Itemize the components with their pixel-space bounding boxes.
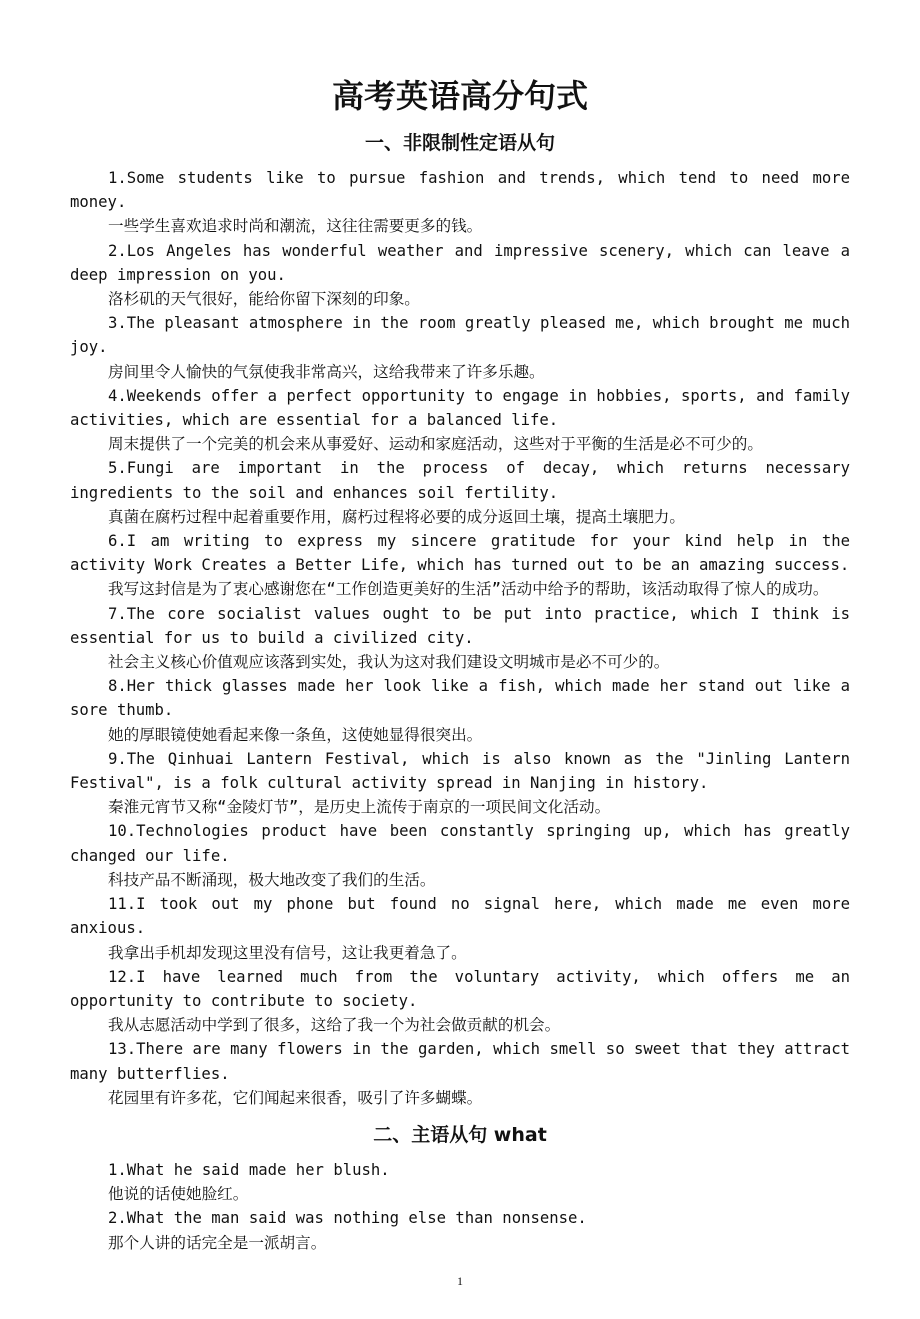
- english-sentence: 2.Los Angeles has wonderful weather and impressive scenery, which can leave a deep impression on you.: [70, 241, 850, 284]
- english-sentence: 11.I took out my phone but found no signal here, which made me even more anxious.: [70, 895, 850, 938]
- english-sentence: 9.The Qinhuai Lantern Festival, which is also known as the "Jinling Lantern Festival", is a folk cultural activity spread in Nanjing in history.: [70, 749, 850, 793]
- english-sentence: 4.Weekends offer a perfect opportunity to engage in hobbies, sports, and family activities, which are essential for a balanced life.: [70, 386, 850, 430]
- chinese-translation: 我写这封信是为了衷心感谢您在“工作创造更美好的生活”活动中给予的帮助，该活动取得了惊人的成功。: [108, 580, 829, 599]
- chinese-translation: 周末提供了一个完美的机会来从事爱好、运动和家庭活动，这些对于平衡的生活是必不可少的。: [108, 435, 763, 454]
- english-sentence: 2.What the man said was nothing else than nonsense.: [108, 1209, 587, 1228]
- page-number: 1: [457, 1273, 463, 1288]
- chinese-translation: 她的厚眼镜使她看起来像一条鱼，这使她显得很突出。: [108, 725, 483, 744]
- english-sentence: 7.The core socialist values ought to be put into practice, which I think is essential for us to build a civilized city.: [70, 604, 850, 647]
- section-body: [70, 1158, 850, 1255]
- chinese-translation: 社会主义核心价值观应该落到实处，我认为这对我们建设文明城市是必不可少的。: [108, 653, 670, 672]
- english-sentence: 8.Her thick glasses made her look like a fish, which made her stand out like a sore thumb.: [70, 677, 850, 720]
- chinese-translation: 秦淮元宵节又称“金陵灯节”，是历史上流传于南京的一项民间文化活动。: [108, 798, 611, 817]
- chinese-translation: 洛杉矶的天气很好，能给你留下深刻的印象。: [108, 290, 420, 309]
- chinese-translation: 房间里令人愉快的气氛使我非常高兴，这给我带来了许多乐趣。: [108, 362, 545, 381]
- chinese-translation: 他说的话使她脸红。: [108, 1185, 249, 1204]
- chinese-translation: 科技产品不断涌现，极大地改变了我们的生活。: [108, 870, 436, 889]
- english-sentence: 12.I have learned much from the voluntary activity, which offers me an opportunity to contribute to society.: [70, 967, 850, 1010]
- english-sentence: 6.I am writing to express my sincere gratitude for your kind help in the activity Work Creates a Better Life, which has turned out to be an amazing success.: [70, 532, 850, 575]
- chinese-translation: 一些学生喜欢追求时尚和潮流，这往往需要更多的钱。: [108, 217, 483, 236]
- chinese-translation: 那个人讲的话完全是一派胡言。: [108, 1233, 327, 1252]
- chinese-translation: 真菌在腐朽过程中起着重要作用，腐朽过程将必要的成分返回土壤，提高土壤肥力。: [108, 507, 685, 526]
- english-sentence: 1.What he said made her blush.: [108, 1160, 390, 1179]
- chinese-translation: 我拿出手机却发现这里没有信号，这让我更着急了。: [108, 943, 467, 962]
- english-sentence: 1.Some students like to pursue fashion and trends, which tend to need more money.: [70, 169, 850, 212]
- chinese-translation: 花园里有许多花，它们闻起来很香，吸引了许多蝴蝶。: [108, 1088, 483, 1107]
- english-sentence: 5.Fungi are important in the process of decay, which returns necessary ingredients to the soil and enhances soil fertility.: [70, 459, 850, 502]
- section-heading: 一、非限制性定语从句: [364, 132, 555, 154]
- section-heading: 二、主语从句 what: [373, 1123, 547, 1146]
- english-sentence: 10.Technologies product have been constantly springing up, which has greatly changed our life.: [70, 822, 850, 865]
- english-sentence: 3.The pleasant atmosphere in the room greatly pleased me, which brought me much joy.: [70, 314, 850, 357]
- chinese-translation: 我从志愿活动中学到了很多，这给了我一个为社会做贡献的机会。: [108, 1016, 561, 1035]
- english-sentence: 13.There are many flowers in the garden, which smell so sweet that they attract many butterflies.: [70, 1040, 850, 1083]
- document-title: 高考英语高分句式: [331, 77, 588, 115]
- section-body: [70, 166, 850, 1110]
